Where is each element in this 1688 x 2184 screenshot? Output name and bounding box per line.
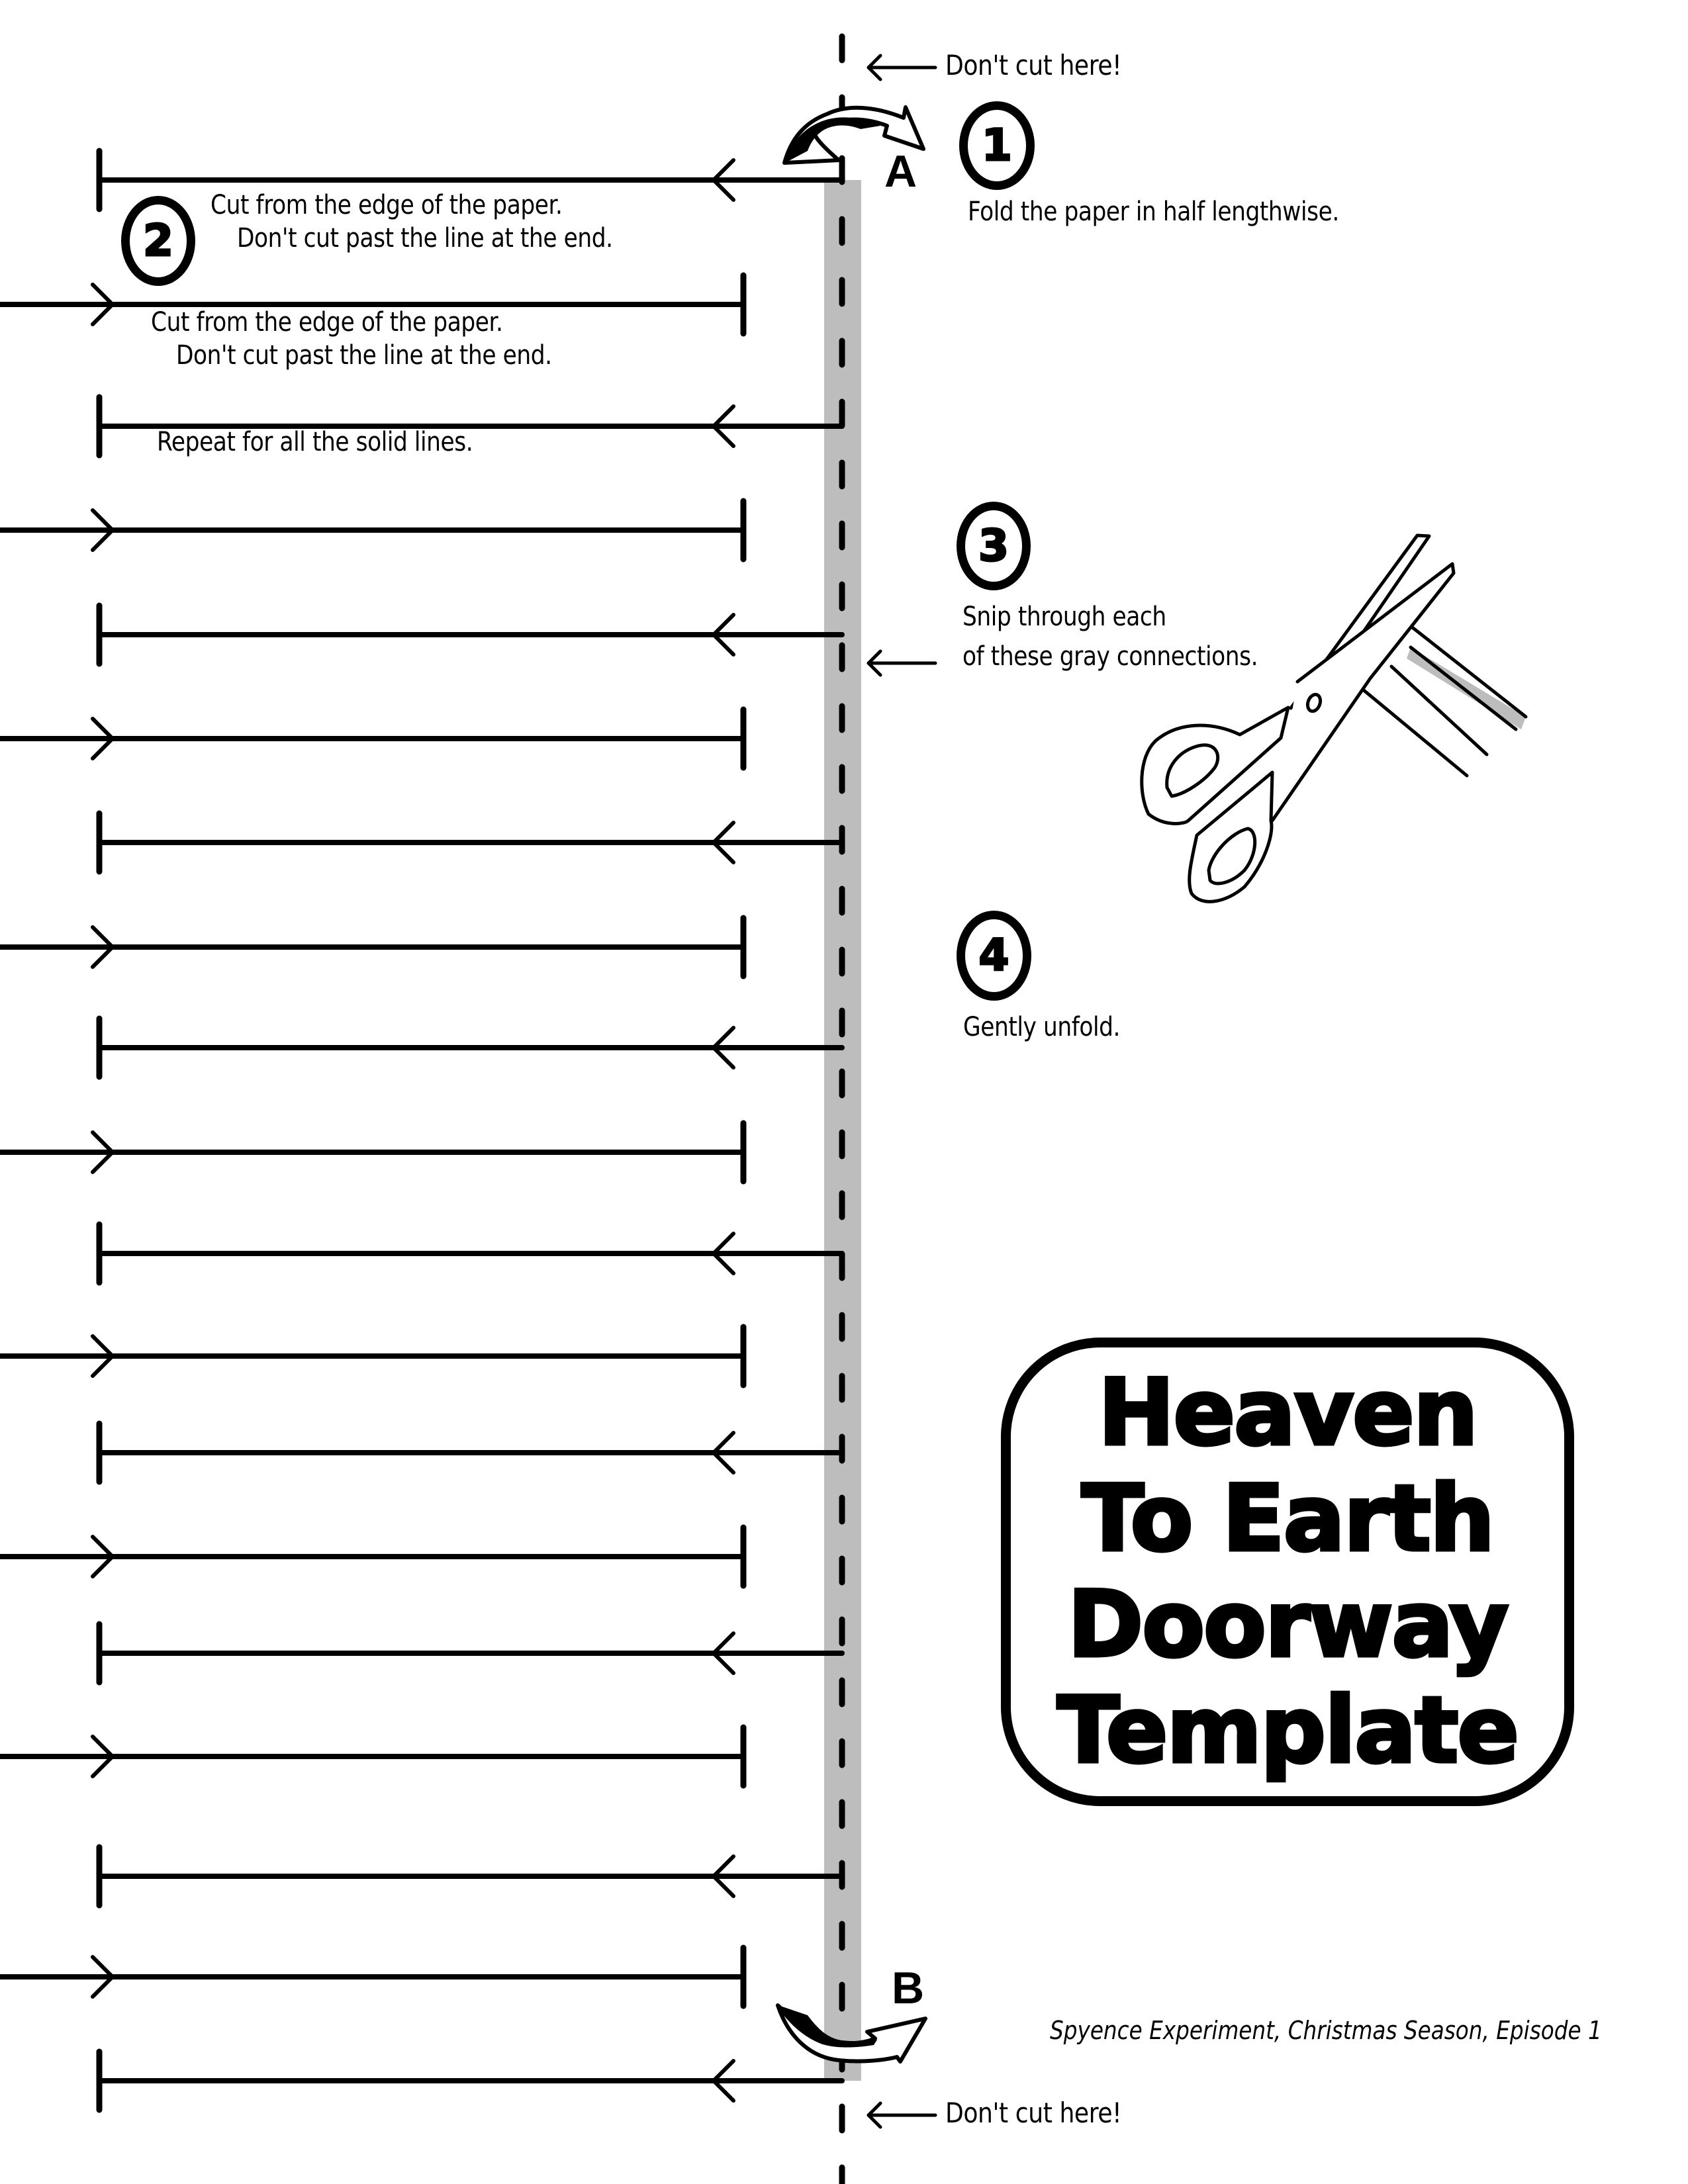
cut-hint-line-1: Cut from the edge of the paper. (151, 307, 503, 338)
step-4-number: 4 (978, 930, 1009, 981)
scissors-icon (1142, 535, 1526, 901)
cut-line (0, 918, 743, 976)
step-2-text-line-2: Don't cut past the line at the end. (237, 223, 613, 253)
step-1-text: Fold the paper in half lengthwise. (968, 197, 1339, 227)
title-line-1: Heaven (1098, 1359, 1477, 1466)
cut-line (0, 1327, 743, 1385)
repeat-hint: Repeat for all the solid lines. (157, 427, 473, 457)
episode-credit: Spyence Experiment, Christmas Season, Episode 1 (1050, 2016, 1602, 2045)
arrow-left-icon (868, 651, 935, 675)
cut-line (0, 709, 743, 768)
arrow-left-icon (868, 56, 935, 79)
cut-line (99, 1019, 842, 1077)
cut-line (99, 2052, 842, 2110)
step-1-number: 1 (982, 120, 1012, 171)
title-line-3: Doorway (1067, 1571, 1508, 1678)
cut-line (0, 1727, 743, 1786)
title-box (1001, 1338, 1574, 1806)
cut-line (99, 1224, 842, 1283)
step-2-badge (121, 196, 195, 286)
cut-line (99, 813, 842, 872)
dont-cut-warning-top: Don't cut here! (945, 49, 1122, 81)
cut-line (0, 1123, 743, 1181)
cut-line (0, 1948, 743, 2006)
cut-hint-line-2: Don't cut past the line at the end. (176, 340, 552, 371)
cut-line (0, 501, 743, 559)
step-1-badge (959, 101, 1035, 190)
dont-cut-warning-bottom: Don't cut here! (945, 2097, 1122, 2129)
cut-line (99, 606, 842, 664)
step-3-text-line-2: of these gray connections. (962, 641, 1258, 672)
fold-marker-a: A (884, 146, 917, 197)
step-3-number: 3 (978, 520, 1009, 571)
step-4-text: Gently unfold. (963, 1012, 1121, 1042)
step-2-text-line-1: Cut from the edge of the paper. (211, 190, 563, 220)
cut-line (99, 1624, 842, 1682)
title-line-4: Template (1057, 1677, 1518, 1784)
cut-line (99, 1847, 842, 1905)
step-3-badge (957, 502, 1031, 590)
cut-line (0, 1527, 743, 1586)
step-2-number: 2 (143, 215, 173, 266)
cut-line (99, 1424, 842, 1482)
title-line-2: To Earth (1081, 1465, 1494, 1572)
fold-marker-b: B (892, 1963, 925, 2013)
arrow-left-icon (868, 2103, 935, 2127)
step-4-badge (957, 911, 1031, 1001)
step-3-text-line-1: Snip through each (962, 602, 1166, 632)
